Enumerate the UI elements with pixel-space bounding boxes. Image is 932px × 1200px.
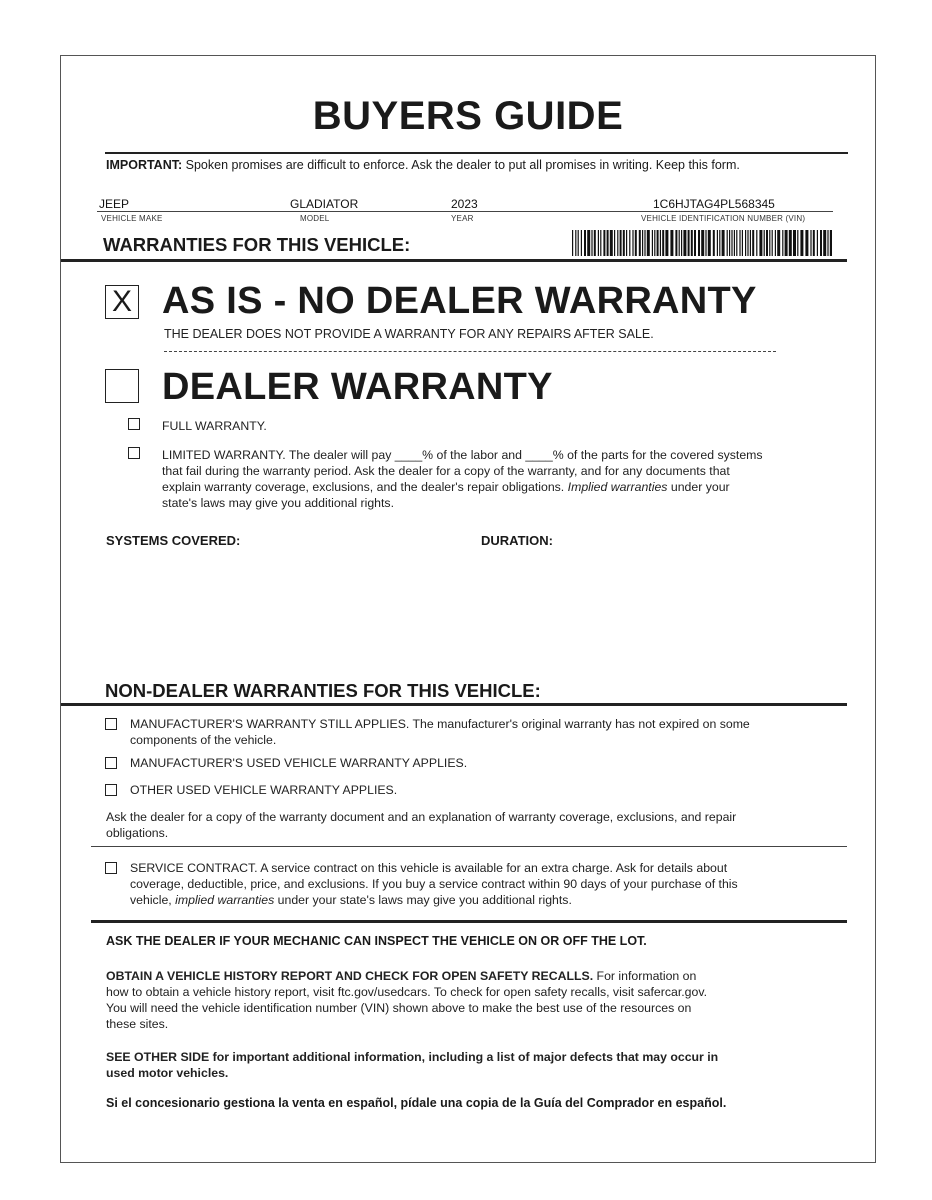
vin-barcode bbox=[572, 230, 832, 256]
non-dealer-heading: NON-DEALER WARRANTIES FOR THIS VEHICLE: bbox=[105, 680, 541, 701]
section-divider bbox=[61, 259, 847, 262]
as-is-subtext: THE DEALER DOES NOT PROVIDE A WARRANTY FOR ANY REPAIRS AFTER SALE. bbox=[164, 327, 654, 341]
limited-warranty-line: that fail during the warranty period. Ask the dealer for a copy of the warranty, and for any documents that bbox=[162, 464, 730, 478]
history-bold: OBTAIN A VEHICLE HISTORY REPORT AND CHECK FOR OPEN SAFETY RECALLS. bbox=[106, 969, 594, 983]
text-line: SERVICE CONTRACT. A service contract on this vehicle is available for an extra charge. Ask for details about bbox=[130, 861, 728, 875]
limited-warranty-line bbox=[162, 479, 862, 495]
duration-label: DURATION: bbox=[481, 533, 553, 548]
text-line: You will need the vehicle identification number (VIN) shown above to make the best use of the resources on bbox=[106, 1001, 692, 1015]
systems-covered-label: SYSTEMS COVERED: bbox=[106, 533, 241, 548]
manufacturer-used-warranty-checkbox[interactable] bbox=[105, 757, 117, 769]
limited-warranty-text bbox=[162, 447, 862, 511]
section-divider bbox=[61, 703, 847, 706]
buyers-guide-form bbox=[60, 55, 876, 1163]
limited-warranty-checkbox[interactable] bbox=[128, 447, 140, 459]
divider bbox=[91, 846, 847, 847]
text-line: coverage, deductible, price, and exclusions. If you buy a service contract within 90 days of your purchase of this bbox=[130, 877, 738, 891]
text-line: SEE OTHER SIDE for important additional information, including a list of major defects that may occur in bbox=[106, 1050, 719, 1064]
text-line: obligations. bbox=[106, 826, 169, 840]
dashed-divider bbox=[164, 351, 776, 352]
important-notice bbox=[106, 158, 866, 172]
other-used-warranty-checkbox[interactable] bbox=[105, 784, 117, 796]
other-used-warranty-text: OTHER USED VEHICLE WARRANTY APPLIES. bbox=[130, 783, 398, 797]
limited-warranty-line: state's laws may give you additional rights. bbox=[162, 496, 395, 510]
manufacturer-used-warranty-text: MANUFACTURER'S USED VEHICLE WARRANTY APPLIES. bbox=[130, 756, 468, 770]
vehicle-model-value: GLADIATOR bbox=[290, 197, 359, 211]
dealer-warranty-checkbox[interactable] bbox=[105, 369, 139, 403]
service-contract-text bbox=[130, 860, 860, 908]
form-title: BUYERS GUIDE bbox=[312, 94, 624, 138]
vehicle-vin-label: VEHICLE IDENTIFICATION NUMBER (VIN) bbox=[641, 214, 806, 223]
text-span: under your state's laws may give you additional rights. bbox=[274, 893, 572, 907]
text-span: explain warranty coverage, exclusions, and the dealer's repair obligations. bbox=[162, 480, 568, 494]
text-span: For information on bbox=[593, 969, 697, 983]
text-line: Ask the dealer for a copy of the warranty document and an explanation of warranty coverage, exclusions, and repair bbox=[106, 810, 737, 824]
implied-warranties-italic: Implied warranties bbox=[567, 480, 668, 494]
text-line bbox=[106, 968, 846, 984]
text-line: MANUFACTURER'S WARRANTY STILL APPLIES. The manufacturer's original warranty has not expired on some bbox=[130, 717, 750, 731]
section-divider bbox=[91, 920, 847, 923]
as-is-checkbox[interactable] bbox=[105, 285, 139, 319]
checkbox-x-mark: X bbox=[111, 285, 132, 318]
manufacturer-warranty-checkbox[interactable] bbox=[105, 718, 117, 730]
limited-warranty-line: LIMITED WARRANTY. The dealer will pay ____% of the labor and ____% of the parts for the covered systems bbox=[162, 448, 763, 462]
warranties-heading: WARRANTIES FOR THIS VEHICLE: bbox=[103, 234, 411, 255]
manufacturer-warranty-text bbox=[130, 716, 850, 748]
ask-dealer-copy-text bbox=[106, 809, 846, 841]
divider bbox=[105, 152, 848, 154]
vehicle-year-label: YEAR bbox=[451, 214, 474, 223]
important-label: IMPORTANT: bbox=[106, 158, 183, 172]
text-line bbox=[130, 892, 860, 908]
as-is-heading: AS IS - NO DEALER WARRANTY bbox=[162, 280, 757, 322]
vehicle-year-value: 2023 bbox=[451, 197, 478, 211]
vehicle-make-label: VEHICLE MAKE bbox=[101, 214, 163, 223]
dealer-warranty-heading: DEALER WARRANTY bbox=[162, 366, 553, 408]
vehicle-info-line bbox=[97, 211, 833, 212]
text-line: used motor vehicles. bbox=[106, 1066, 229, 1080]
full-warranty-checkbox[interactable] bbox=[128, 418, 140, 430]
vehicle-model-label: MODEL bbox=[300, 214, 330, 223]
mechanic-inspect-notice: ASK THE DEALER IF YOUR MECHANIC CAN INSPECT THE VEHICLE ON OR OFF THE LOT. bbox=[106, 934, 647, 948]
vehicle-make-value: JEEP bbox=[99, 197, 130, 211]
vehicle-history-notice bbox=[106, 968, 846, 1032]
text-span: under your bbox=[667, 480, 730, 494]
text-line: components of the vehicle. bbox=[130, 733, 277, 747]
spanish-notice: Si el concesionario gestiona la venta en español, pídale una copia de la Guía del Comprador en español. bbox=[106, 1096, 727, 1110]
full-warranty-label: FULL WARRANTY. bbox=[162, 419, 267, 433]
service-contract-checkbox[interactable] bbox=[105, 862, 117, 874]
implied-warranties-italic: implied warranties bbox=[175, 893, 275, 907]
text-span: vehicle, bbox=[130, 893, 176, 907]
text-line: how to obtain a vehicle history report, visit ftc.gov/usedcars. To check for open safety recalls, visit safercar.gov. bbox=[106, 985, 708, 999]
important-text: Spoken promises are difficult to enforce. Ask the dealer to put all promises in writing. Keep this form. bbox=[185, 158, 740, 172]
vehicle-vin-value: 1C6HJTAG4PL568345 bbox=[653, 197, 775, 211]
see-other-side-notice bbox=[106, 1049, 846, 1081]
text-line: these sites. bbox=[106, 1017, 169, 1031]
